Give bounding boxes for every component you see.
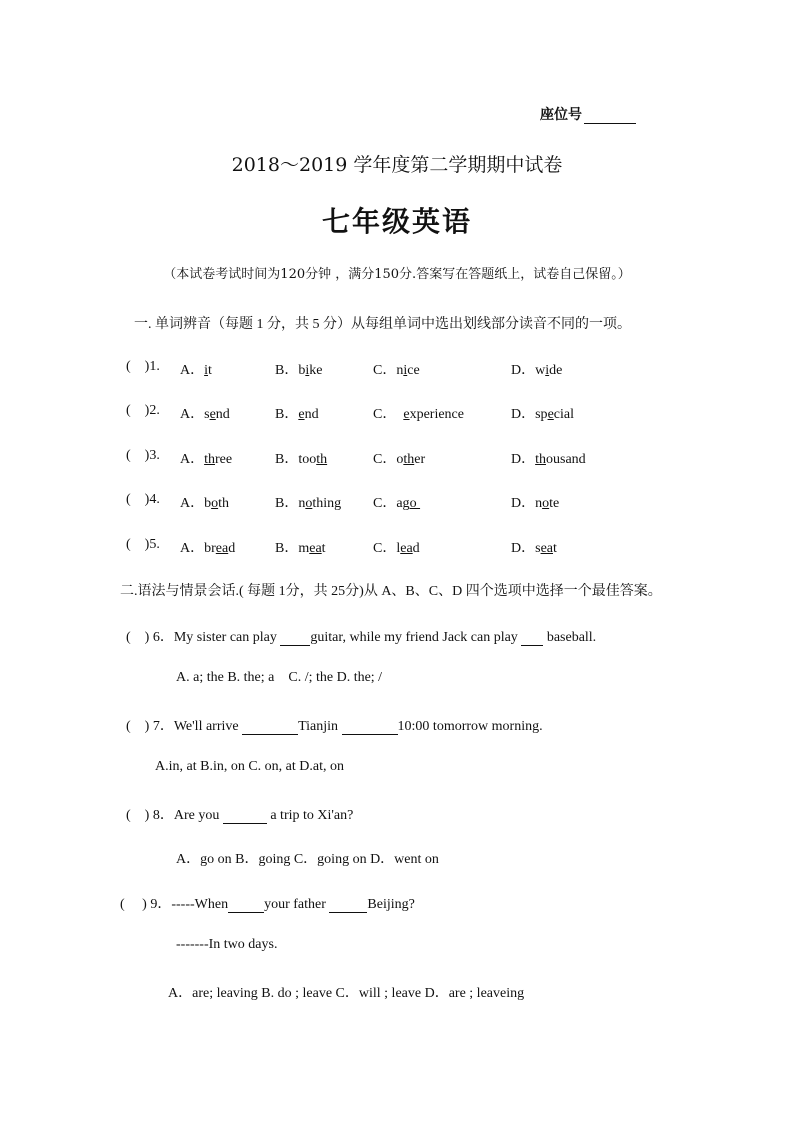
exam-instructions: （本试卷考试时间为120分钟 ，满分150分.答案写在答题纸上，试卷自己保留。） [163, 267, 631, 282]
question-7-bracket: ( [126, 719, 145, 734]
underlined-letters: o [409, 496, 421, 511]
underlined-letters: o [542, 496, 550, 511]
question-6 [126, 626, 596, 646]
bracket-open: ( [126, 359, 131, 374]
option-suffix: thing [312, 496, 342, 511]
question-6-bracket: ( [126, 630, 145, 645]
bracket-open: ( [126, 448, 131, 463]
option-suffix: t [553, 541, 557, 556]
answer-bracket [126, 448, 160, 464]
option-prefix: D． [511, 452, 536, 467]
option-b [275, 448, 327, 468]
option-c [373, 492, 420, 512]
option-d [511, 537, 557, 557]
bracket-close: ) [144, 492, 150, 507]
option-a [180, 537, 235, 557]
option-prefix: D．n [511, 496, 543, 511]
seat-label: 座位号 [540, 106, 582, 122]
underlined-letters: ea [400, 541, 413, 556]
option-prefix: B．too [275, 452, 317, 467]
question-9-num: ) 9． [142, 897, 172, 912]
question-9-bracket: ( [120, 897, 143, 912]
question-8-text-c: a trip to Xi'an? [266, 808, 354, 823]
question-9-reply: -------In two days. [176, 937, 278, 952]
question-7-text-a: We'll arrive [173, 719, 243, 734]
answer-bracket [126, 359, 160, 375]
underlined-letters: e [403, 407, 410, 422]
question-9-text-c: Beijing? [367, 897, 415, 912]
option-suffix: th [218, 496, 230, 511]
option-prefix: B．n [275, 496, 306, 511]
option-prefix: A． [180, 452, 205, 467]
question-8-bracket: ( [126, 808, 145, 823]
bracket-close: ) [144, 448, 150, 463]
question-6-num: ) 6． [144, 630, 174, 645]
option-prefix: C．o [373, 452, 404, 467]
question-7-text-c: 10:00 tomorrow morning. [397, 719, 543, 734]
subject-title: 七年级英语 [321, 205, 472, 238]
answer-bracket [126, 537, 160, 553]
question-number: 1. [149, 359, 160, 374]
answer-blank [521, 632, 543, 646]
option-suffix: er [414, 452, 426, 467]
option-prefix: A．s [180, 407, 210, 422]
underlined-letters: th [316, 452, 328, 467]
answer-blank [342, 721, 398, 735]
underlined-letters: th [403, 452, 415, 467]
option-prefix: D．s [511, 541, 541, 556]
option-suffix: xperience [409, 407, 464, 422]
underlined-letters: o [211, 496, 219, 511]
underlined-letters: ea [540, 541, 553, 556]
question-7-text-b: Tianjin [298, 719, 342, 734]
option-prefix: C．l [373, 541, 401, 556]
answer-blank [280, 632, 310, 646]
underlined-letters: th [204, 452, 216, 467]
question-7-options: A.in, at B.in, on C. on, at D.at, on [155, 759, 344, 774]
question-6-options: A. a; the B. the; a C. /; the D. the; / [176, 670, 383, 685]
option-prefix: D．w [511, 363, 546, 378]
question-9 [120, 893, 415, 913]
option-prefix: A． [180, 363, 205, 378]
bracket-close: ) [144, 359, 150, 374]
option-prefix: D．sp [511, 407, 548, 422]
option-prefix: C． [373, 407, 404, 422]
answer-bracket [126, 403, 160, 419]
option-d [511, 403, 574, 423]
underlined-letters: e [209, 407, 216, 422]
option-suffix: ke [309, 363, 323, 378]
option-prefix: B．b [275, 363, 306, 378]
question-8 [126, 804, 353, 824]
question-8-text-a: Are you [173, 808, 223, 823]
option-prefix: C．n [373, 363, 404, 378]
underlined-letters: ea [309, 541, 322, 556]
option-prefix: B． [275, 407, 299, 422]
question-9-text-b: your father [264, 897, 330, 912]
option-prefix: C．ag [373, 496, 410, 511]
question-9-text-a: -----When [171, 897, 229, 912]
option-suffix: cial [553, 407, 574, 422]
option-c [373, 537, 420, 557]
bracket-close: ) [144, 537, 150, 552]
question-7 [126, 715, 543, 735]
option-prefix: B．m [275, 541, 310, 556]
answer-bracket [126, 492, 160, 508]
option-a [180, 359, 212, 379]
question-6-text-b: guitar, while my friend Jack can play [310, 630, 522, 645]
option-suffix: ousand [546, 452, 586, 467]
option-b [275, 403, 319, 423]
option-suffix: nd [215, 407, 230, 422]
option-b [275, 537, 326, 557]
question-number: 3. [149, 448, 160, 463]
underlined-letters: i [305, 363, 310, 378]
option-suffix: te [549, 496, 560, 511]
option-b [275, 492, 341, 512]
section2-heading: 二.语法与情景会话.( 每题 1分，共 25分)从 A、B、C、D 四个选项中选择一个最佳答案。 [120, 584, 662, 599]
question-6-text-c: baseball. [543, 630, 597, 645]
answer-blank [242, 721, 298, 735]
option-a [180, 448, 232, 468]
question-number: 4. [149, 492, 160, 507]
seat-blank [584, 109, 636, 124]
option-suffix: ce [407, 363, 420, 378]
option-d [511, 492, 559, 512]
underlined-letters: i [545, 363, 550, 378]
bracket-close: ) [144, 403, 150, 418]
option-a [180, 403, 230, 423]
underlined-letters: e [547, 407, 554, 422]
question-8-options: A．go on B．going C．going on D．went on [176, 852, 439, 867]
underlined-letters: ea [215, 541, 229, 556]
underlined-letters: i [403, 363, 408, 378]
answer-blank [223, 810, 267, 824]
option-suffix: t [321, 541, 326, 556]
option-prefix: A．b [180, 496, 212, 511]
seat-number-field [540, 104, 636, 124]
bracket-open: ( [126, 492, 131, 507]
underlined-letters: th [535, 452, 547, 467]
underlined-letters: i [204, 363, 209, 378]
option-suffix: nd [304, 407, 319, 422]
question-8-num: ) 8． [144, 808, 174, 823]
question-number: 2. [149, 403, 160, 418]
option-c [373, 448, 425, 468]
bracket-open: ( [126, 537, 131, 552]
question-7-num: ) 7． [144, 719, 174, 734]
option-suffix: ree [215, 452, 233, 467]
underlined-letters: e [298, 407, 305, 422]
option-suffix: d [228, 541, 236, 556]
option-suffix: d [412, 541, 420, 556]
option-suffix: t [208, 363, 212, 378]
underlined-letters: o [305, 496, 313, 511]
section1-heading: 一. 单词辨音（每题 1 分，共 5 分）从每组单词中选出划线部分读音不同的一项。 [134, 317, 631, 332]
option-prefix: A．br [180, 541, 216, 556]
option-d [511, 359, 562, 379]
option-c [373, 403, 464, 423]
option-c [373, 359, 420, 379]
exam-title: 2018～2019 学年度第二学期期中试卷 [231, 154, 563, 176]
question-number: 5. [149, 537, 160, 552]
option-b [275, 359, 322, 379]
bracket-open: ( [126, 403, 131, 418]
option-d [511, 448, 586, 468]
option-suffix: de [549, 363, 563, 378]
question-6-text-a: My sister can play [173, 630, 281, 645]
answer-blank [228, 899, 264, 913]
question-9-options: A．are; leaving B. do ; leave C．will ; leave D．are ; leaveing [168, 986, 525, 1001]
answer-blank [329, 899, 367, 913]
option-a [180, 492, 229, 512]
